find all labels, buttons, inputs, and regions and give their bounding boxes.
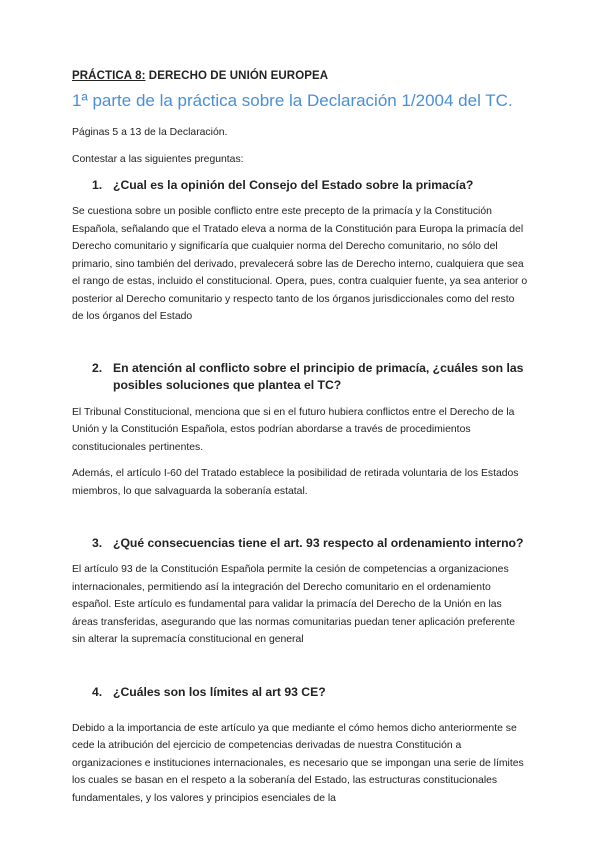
answer-paragraph: Debido a la importancia de este artículo ya que mediante el cómo hemos dicho anteriormente se cede la atribución del ejercicio de competencias derivadas de nuestra Constitución a organizaciones e instituciones internacionales, es necesario que se impongan una serie de límites los cuales se basan en el respeto a la soberanía del Estado, las estructuras constitucionales fundamentales, y los valores y principios esenciales de la: [72, 722, 524, 804]
question-text: ¿Cuáles son los límites al art 93 CE?: [113, 684, 326, 699]
answer-paragraph: El Tribunal Constitucional, menciona que si en el futuro hubiera conflictos entre el Derecho de la Unión y la Constitución Española, estos podrían abordarse a través de procedimientos constitucionales pertinentes.: [72, 406, 515, 453]
question-1: [72, 177, 528, 194]
document-subtitle: 1ª parte de la práctica sobre la Declaración 1/2004 del TC.: [72, 91, 513, 110]
question-3: [72, 535, 528, 552]
question-number: 3.: [92, 536, 103, 550]
answer-paragraph: El artículo 93 de la Constitución Española permite la cesión de competencias a organizaciones internacionales, permitiendo así la integración del Derecho comunitario en el ordenamiento español. Este artículo es fundamental para validar la primacía del Derecho de la Unión en las áreas transferidas, asegurando que las normas comunitarias puedan tener aplicación preferente sin alterar la supremacía constitucional en general: [72, 564, 516, 645]
question-number: 4.: [92, 684, 103, 699]
question-2: [72, 360, 528, 394]
intro-pages: Páginas 5 a 13 de la Declaración.: [72, 127, 228, 138]
intro-instruction: Contestar a las siguientes preguntas:: [72, 153, 244, 165]
practice-label: PRÁCTICA 8:: [72, 70, 146, 82]
question-4: [72, 684, 528, 701]
practice-title: DERECHO DE UNIÓN EUROPEA: [145, 70, 329, 82]
question-text: En atención al conflicto sobre el principio de primacía, ¿cuáles son las posibles soluciones que plantea el TC?: [113, 360, 524, 392]
question-number: 1.: [92, 178, 103, 192]
document-title: [72, 70, 528, 82]
question-text: ¿Qué consecuencias tiene el art. 93 respecto al ordenamiento interno?: [113, 536, 524, 550]
answer-paragraph: Se cuestiona sobre un posible conflicto entre este precepto de la primacía y la Constitución Española, señalando que el Tratado eleva a norma de la Constitución para Europa la primacía del Derecho comunitario y significaría que cualquier norma del Derecho comunitario, no sólo del primario, sino también del derivado, prevalecerá sobre las de Derecho interno, cualquiera que sea el rango de estas, incluido el constitucional. Opera, pues, contra cualquier fuente, ya sea anterior o posterior al Derecho comunitario y respecto tanto de los órganos jurisdiccionales como del resto de los órganos del Estado: [72, 206, 528, 322]
question-number: 2.: [92, 360, 103, 375]
answer-paragraph: Además, el artículo I-60 del Tratado establece la posibilidad de retirada voluntaria de los Estados miembros, lo que salvaguarda la soberanía estatal.: [72, 468, 519, 497]
question-text: ¿Cual es la opinión del Consejo del Estado sobre la primacía?: [113, 178, 474, 192]
